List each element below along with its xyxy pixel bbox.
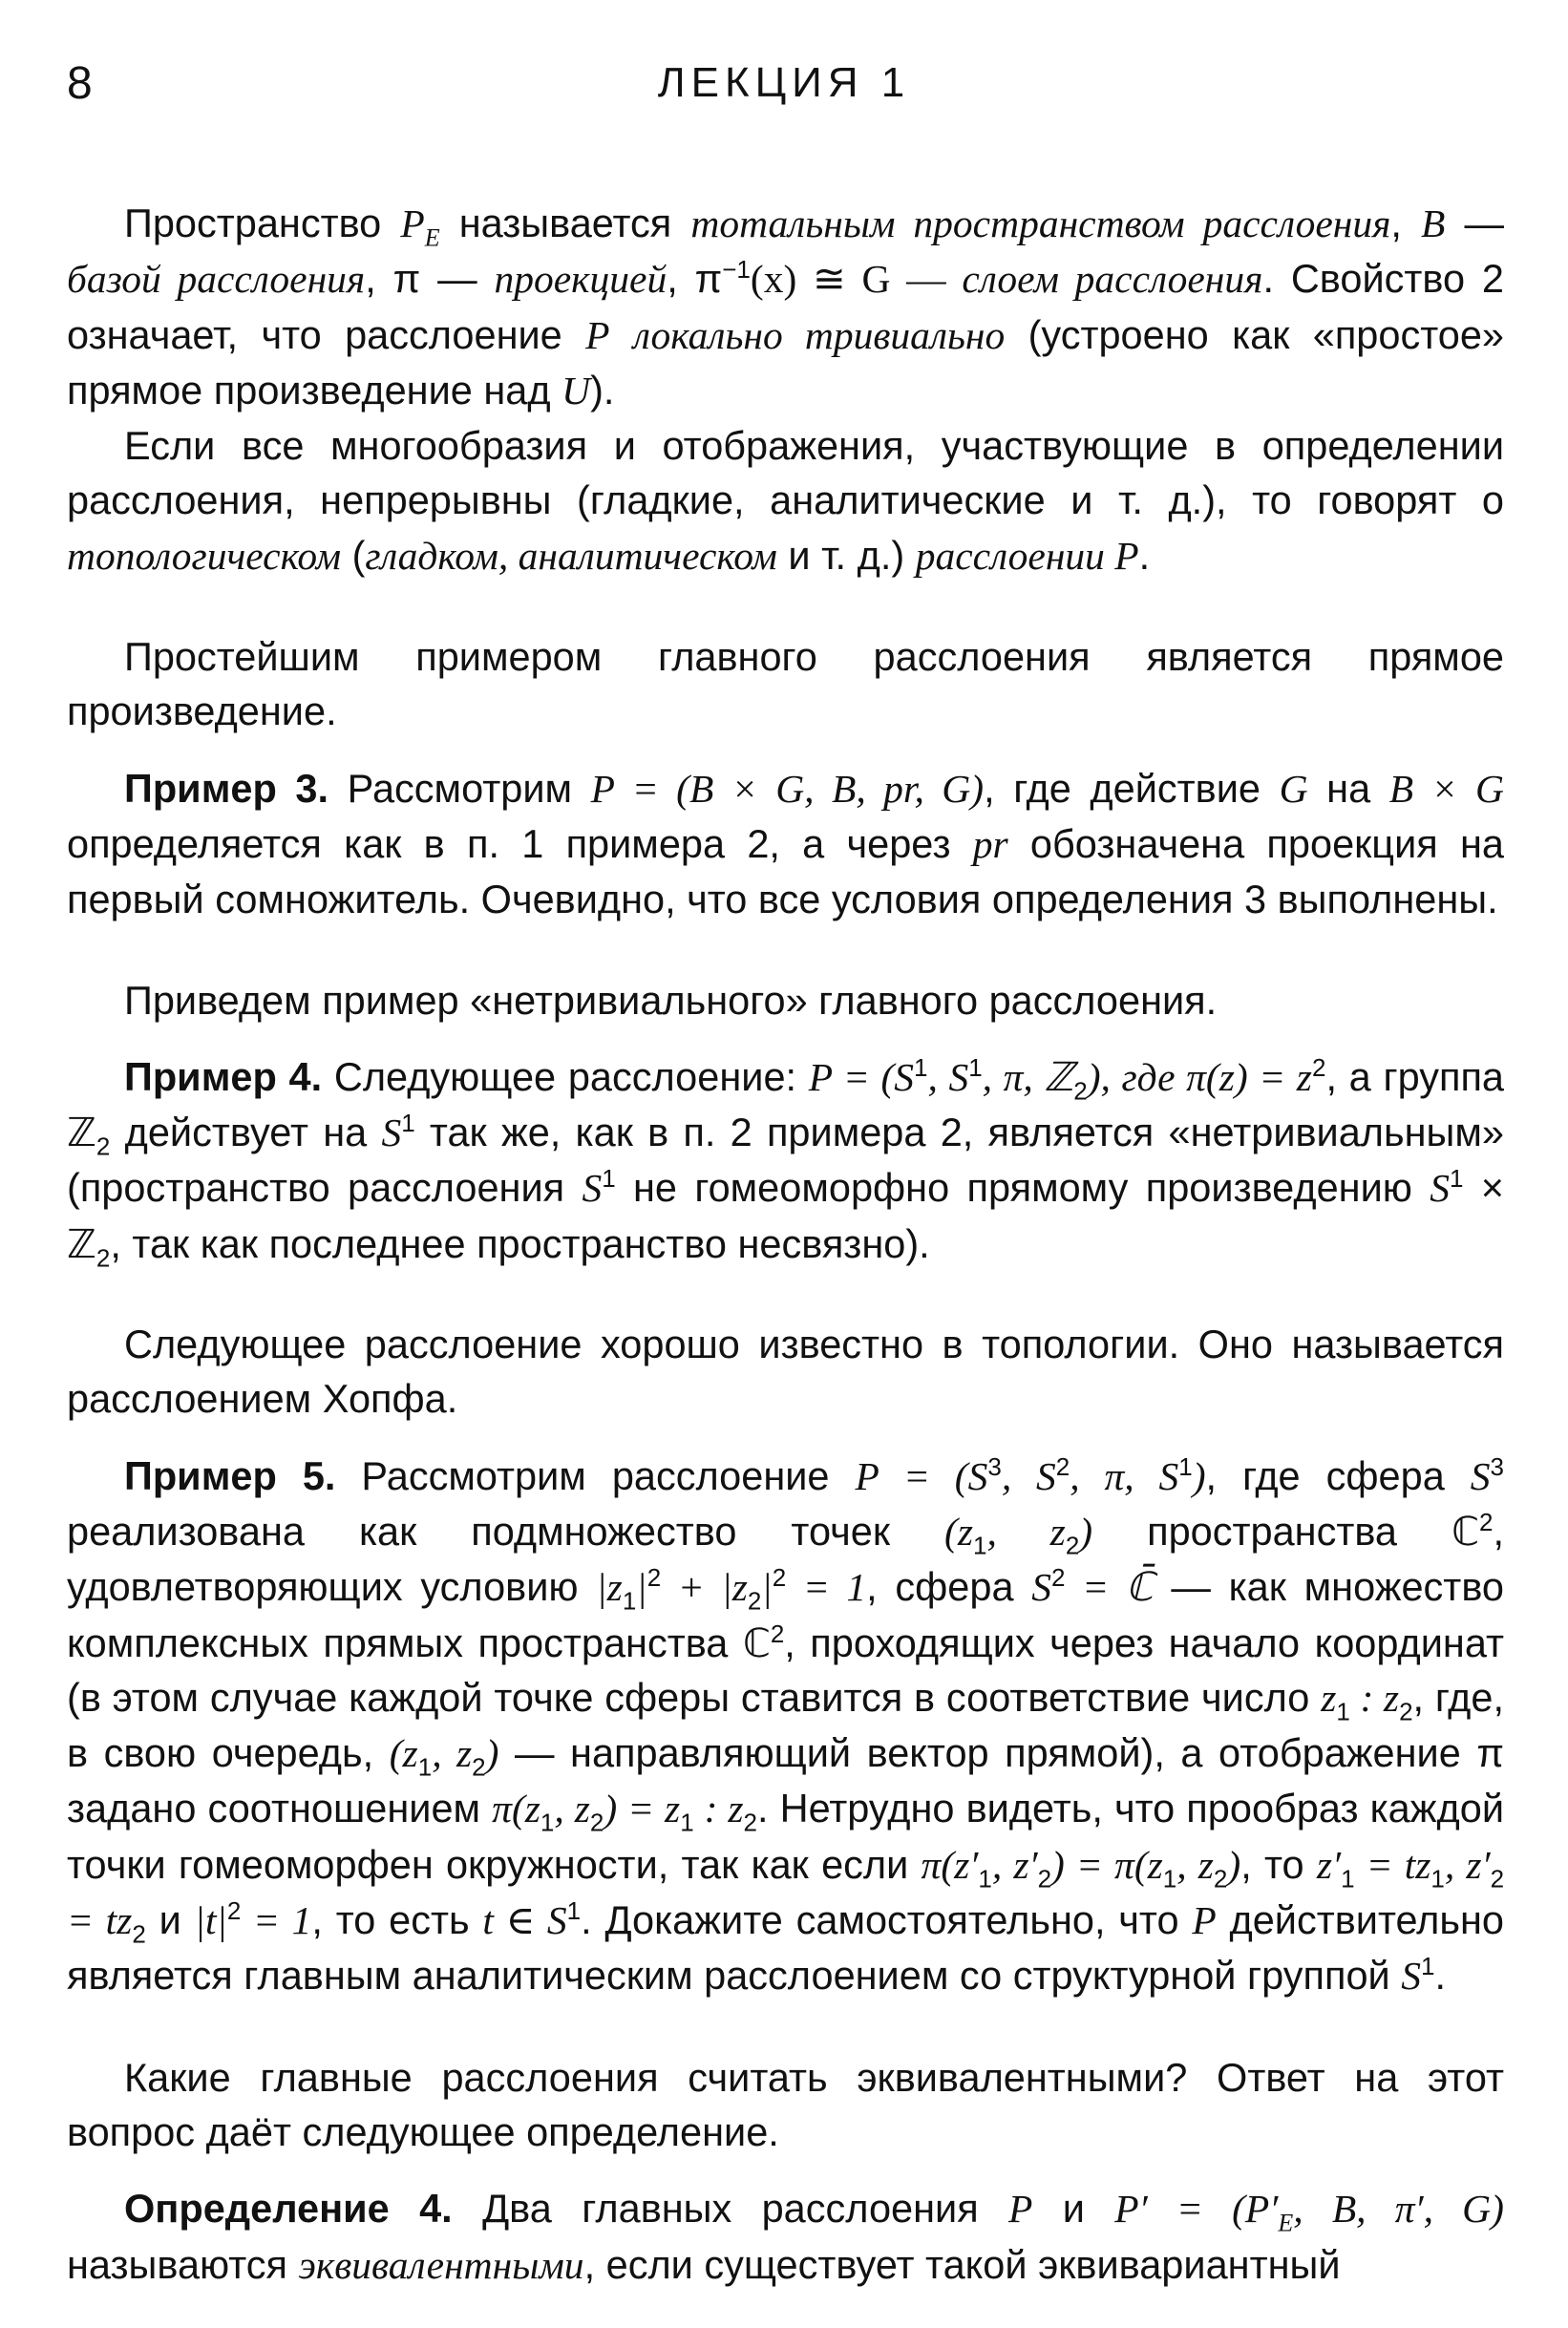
example-5-label: Пример 5.: [124, 1452, 336, 1498]
paragraph-hopf-intro: Следующее расслоение хорошо известно в топологии. Оно называется расслоением Хопфа.: [67, 1322, 1504, 1422]
page-header: [67, 50, 1501, 116]
example-4: Пример 4. Следующее расслоение: $P = (S^1$, $S^1$, π, ℤ$_2$), где $\pi(z) = z^2$, а группа ℤ$_2$ действует на $S^1$ так же, как в п. 2 примера 2, является «нетривиальным» (пространство расслоения $S^1$ не гомеоморфно прямому произведению $S^1$ × ℤ$_2$, так как последнее пространство несвязно).: [67, 1053, 1505, 1273]
page-body: [67, 196, 1504, 2293]
page-number: 8: [67, 58, 93, 109]
paragraph-topological: Если все многообразия и отображения, участвующие в определении расслоения, непрерывны (гладкие, аналитические и т. д.), то говорят о топологическом (гладком, аналитическом и т. д.) расслоении P.: [67, 423, 1504, 578]
definition-4-label: Определение 4.: [124, 2186, 453, 2232]
paragraph-simplest-example: Простейшим примером главного расслоения является прямое произведение.: [67, 634, 1504, 734]
example-3: Пример 3. Рассмотрим P = (B × G, B, pr, G), где действие G на B × G определяется как в п. 1 примера 2, а через pr обозначена проекция на первый сомножитель. Очевидно, что все условия определения 3 выполнены.: [67, 765, 1505, 922]
example-5: Пример 5. Рассмотрим расслоение $P = (S^3$, $S^2$, π, $S^1$), где сфера $S^3$ реализована как подмножество точек ($z_1$, $z_2$) пространства ℂ$^2$, удовлетворяющих условию $|z_1|^2 + |z_2|^2 = 1$, сфера $S^2$ = ℂ̄ — как множество комплексных прямых пространства ℂ$^2$, проходящих через начало координат (в этом случае каждой точке сферы ставится в соответствие число $z_1$ : $z_2$, где, в свою очередь, ($z_1$, $z_2$) — направляющий вектор прямой), а отображение π задано соотношением $\pi(z_1$, $z_2) = z_1$ : $z_2$. Нетрудно видеть, что прообраз каждой точки гомеоморфен окружности, так как если $\pi(z'_1$, $z'_2) = \pi(z_1$, $z_2$), то $z'_1 = tz_1$, $z'_2 = tz_2$ и $|t|^2 = 1$, то есть t ∈ $S^1$. Докажите самостоятельно, что P действительно является главным аналитическим расслоением со структурной группой $S^1$.: [67, 1451, 1505, 1999]
example-3-label: Пример 3.: [124, 765, 329, 811]
example-4-label: Пример 4.: [124, 1053, 323, 1099]
running-title: ЛЕКЦИЯ 1: [657, 59, 911, 106]
paragraph-nontrivial-intro: Приведем пример «нетривиального» главного расслоения.: [124, 977, 1218, 1023]
paragraph-total-space: Пространство $P_E$ называется тотальным пространством расслоения, B — базой расслоения, π — проекцией, $\pi^{-1}(x)$ ≅ G — слоем расслоения. Свойство 2 означает, что расслоение P локально тривиально (устроено как «простое» прямое произведение над U).: [67, 201, 1505, 413]
paragraph-equivalence-question: Какие главные расслоения считать эквивалентными? Ответ на этот вопрос даёт следующее определение.: [67, 2054, 1504, 2154]
definition-4: Определение 4. Два главных расслоения P и $P' = (P'_E$, B, π′, G) называются эквивалентными, если существует такой эквивариантный: [67, 2186, 1504, 2287]
